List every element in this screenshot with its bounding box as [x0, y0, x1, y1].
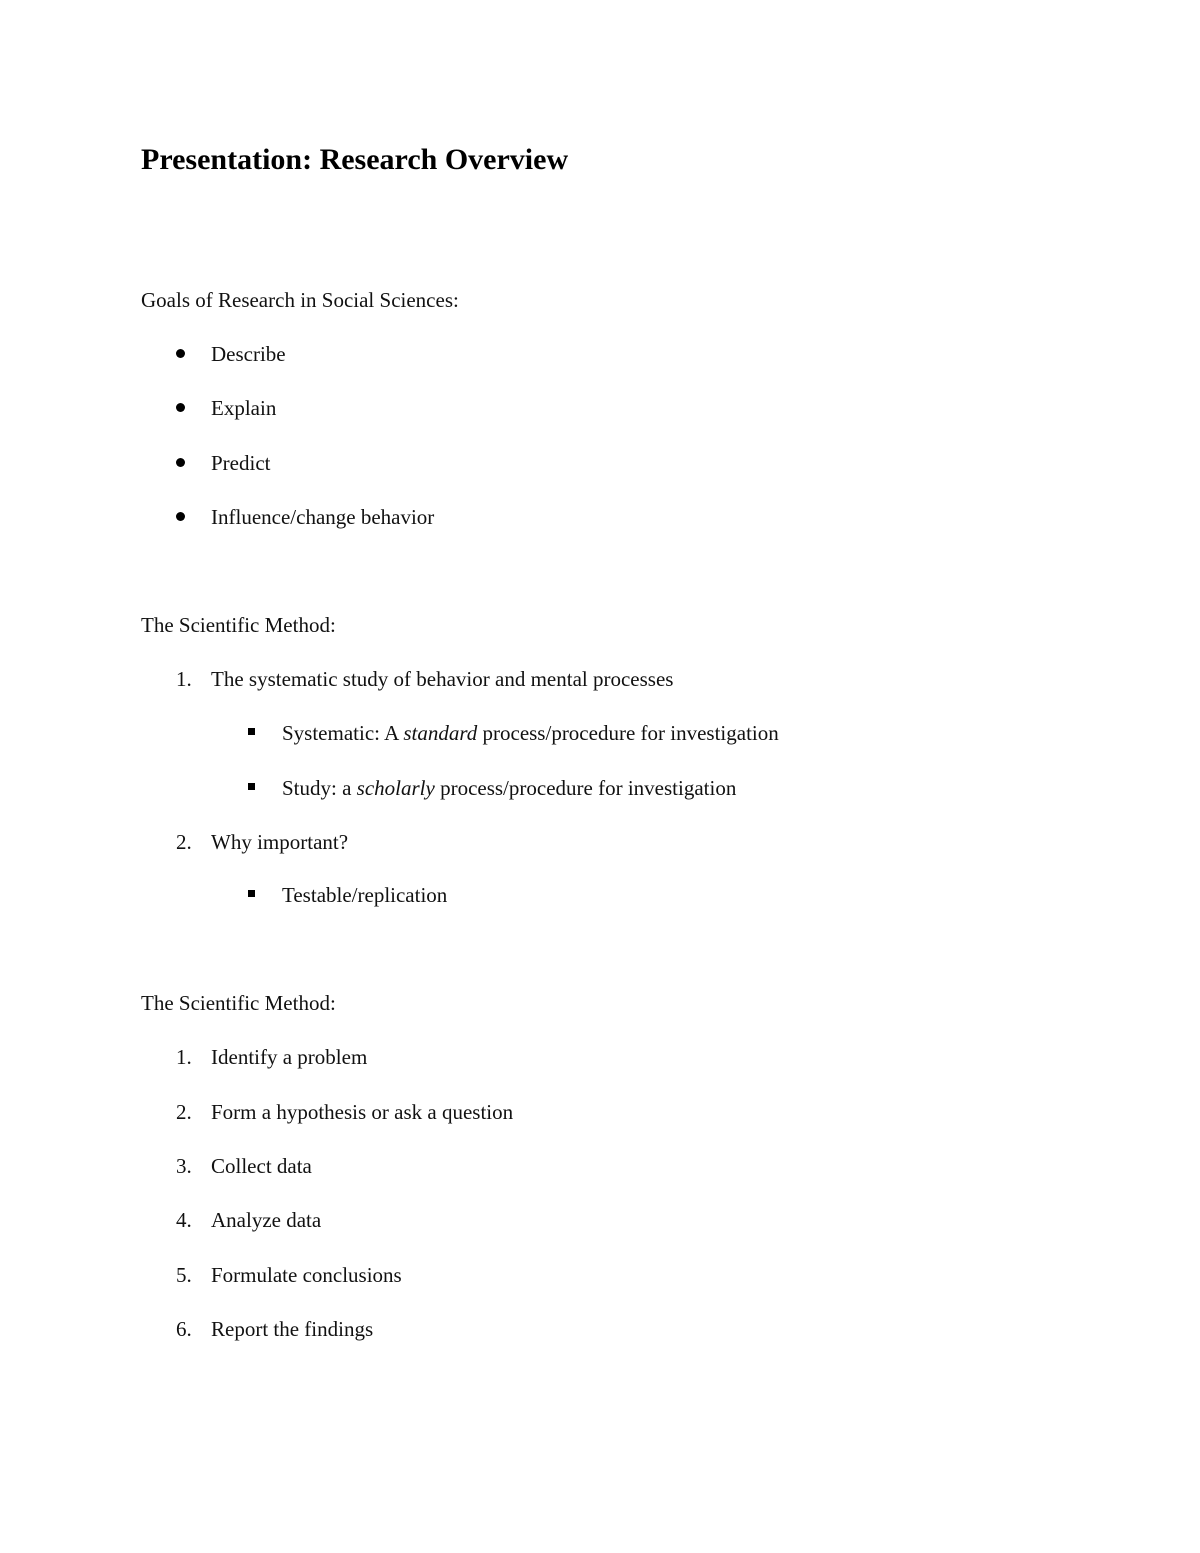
list-item: The systematic study of behavior and mental processes: [211, 667, 674, 691]
list-item: Analyze data: [211, 1208, 322, 1232]
list-number: 2.: [176, 1100, 192, 1124]
list-item: Predict: [211, 451, 271, 475]
emphasis-text: scholarly: [356, 776, 435, 800]
bullet-icon: [176, 458, 185, 467]
list-item: Identify a problem: [211, 1045, 368, 1069]
list-item: Collect data: [211, 1154, 312, 1178]
list-number: 1.: [176, 667, 192, 691]
list-item: Formulate conclusions: [211, 1263, 402, 1287]
sub-list-item-text: Systematic: A: [282, 721, 404, 745]
bullet-icon: [176, 403, 185, 412]
square-bullet-icon: [248, 783, 255, 790]
scientific-method-steps-heading: The Scientific Method:: [141, 991, 336, 1015]
list-item: Influence/change behavior: [211, 505, 435, 529]
sub-list-item: Testable/replication: [282, 883, 448, 907]
document-title: Presentation: Research Overview: [141, 143, 569, 176]
square-bullet-icon: [248, 890, 255, 897]
list-item: Form a hypothesis or ask a question: [211, 1100, 514, 1124]
list-item: Explain: [211, 396, 277, 420]
list-number: 1.: [176, 1045, 192, 1069]
bullet-icon: [176, 349, 185, 358]
list-number: 6.: [176, 1317, 192, 1341]
list-number: 4.: [176, 1208, 192, 1232]
scientific-method-heading: The Scientific Method:: [141, 613, 336, 637]
square-bullet-icon: [248, 728, 255, 735]
sub-list-item-text: Study: a: [282, 776, 357, 800]
bullet-icon: [176, 512, 185, 521]
sub-list-item: [282, 723, 779, 744]
list-item: Report the findings: [211, 1317, 374, 1341]
emphasis-text: standard: [403, 721, 478, 745]
sub-list-item: [282, 778, 736, 799]
list-number: 2.: [176, 830, 192, 854]
list-item: Describe: [211, 342, 286, 366]
sub-list-item-text: process/procedure for investigation: [434, 776, 737, 800]
goals-heading: Goals of Research in Social Sciences:: [141, 288, 459, 312]
sub-list-item-text: process/procedure for investigation: [477, 721, 779, 745]
list-number: 5.: [176, 1263, 192, 1287]
list-item: Why important?: [211, 830, 349, 854]
list-number: 3.: [176, 1154, 192, 1178]
